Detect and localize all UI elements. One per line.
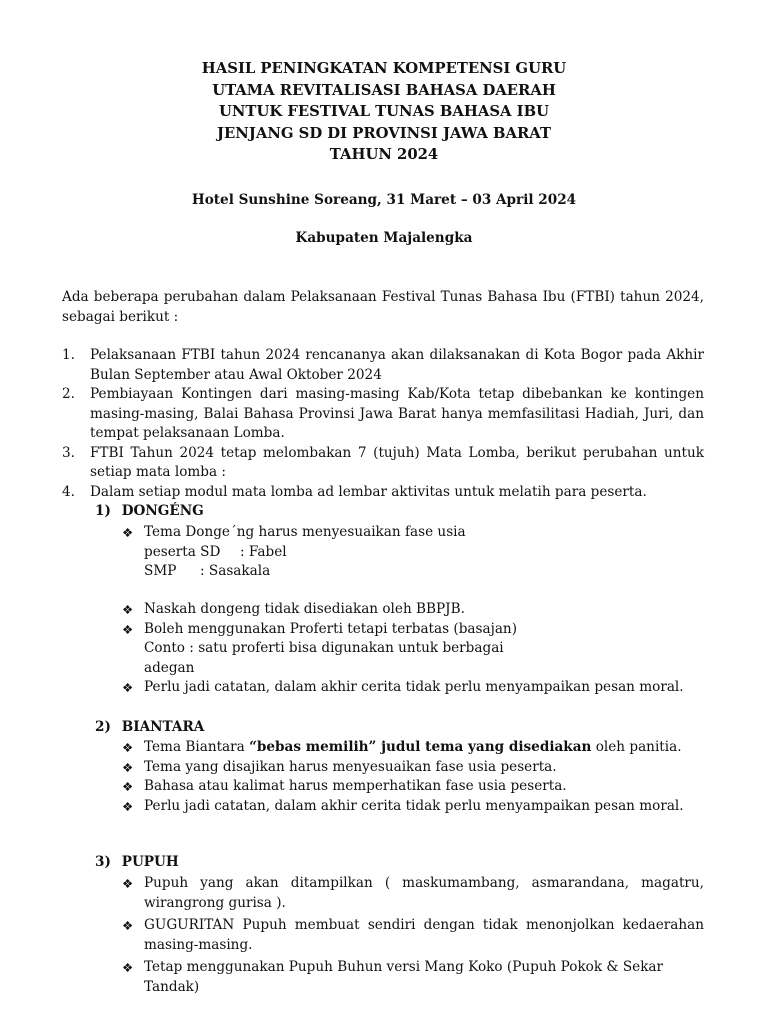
venue-date: Hotel Sunshine Soreang, 31 Maret – 03 April 2024 bbox=[191, 192, 577, 208]
title-line: UTAMA REVITALISASI BAHASA DAERAH bbox=[212, 81, 556, 99]
section-heading-dongeng bbox=[95, 502, 204, 522]
diamond-bullet-icon: ❖ bbox=[122, 960, 134, 975]
bullet-text: Boleh menggunakan Proferti tetapi terbatas (basajan) bbox=[144, 620, 517, 637]
list-number: 3. bbox=[62, 444, 75, 461]
document-title bbox=[0, 58, 768, 166]
list-number: 4. bbox=[62, 483, 75, 500]
section-title: DONGÉNG bbox=[121, 503, 204, 519]
bullet-item bbox=[122, 958, 704, 997]
bullet-item bbox=[122, 620, 704, 640]
age-value: : Sasakala bbox=[200, 563, 271, 579]
title-line: UNTUK FESTIVAL TUNAS BAHASA IBU bbox=[219, 103, 549, 120]
bullet-item bbox=[122, 600, 704, 620]
bullet-text: GUGURITAN Pupuh membuat sendiri dengan tidak menonjolkan kedaerahan masing-masing. bbox=[144, 917, 704, 953]
title-line: TAHUN 2024 bbox=[329, 146, 439, 163]
bullet-item bbox=[122, 678, 704, 698]
list-text: FTBI Tahun 2024 tetap melombakan 7 (tujuh) Mata Lomba, berikut perubahan untuk setiap mata lomba : bbox=[90, 444, 704, 480]
dongeng-bullets bbox=[122, 523, 704, 582]
bullet-continuation: adegan bbox=[144, 659, 195, 676]
bullet-text: Pupuh yang akan ditampilkan ( maskumambang, asmarandana, magatru, wirangrong gurisa ). bbox=[144, 875, 704, 911]
diamond-bullet-icon: ❖ bbox=[122, 918, 134, 933]
bullet-text: Tema yang disajikan harus menyesuaikan fase usia peserta. bbox=[144, 758, 557, 775]
diamond-bullet-icon: ❖ bbox=[122, 876, 134, 891]
section-title: BIANTARA bbox=[121, 719, 205, 735]
bullet-text bbox=[144, 738, 704, 758]
age-value: : Fabel bbox=[240, 543, 287, 560]
intro-paragraph: Ada beberapa perubahan dalam Pelaksanaan Festival Tunas Bahasa Ibu (FTBI) tahun 2024, sebagai berikut : bbox=[62, 289, 704, 325]
bullet-text: Perlu jadi catatan, dalam akhir cerita tidak perlu menyampaikan pesan moral. bbox=[144, 679, 684, 695]
list-text: Dalam setiap modul mata lomba ad lembar aktivitas untuk melatih para peserta. bbox=[90, 483, 647, 500]
section-number: 1) bbox=[95, 503, 111, 519]
diamond-bullet-icon: ❖ bbox=[122, 740, 134, 755]
bullet-continuation bbox=[122, 543, 704, 563]
section-number: 2) bbox=[95, 719, 111, 735]
diamond-bullet-icon: ❖ bbox=[122, 798, 134, 814]
diamond-bullet-icon: ❖ bbox=[122, 602, 134, 617]
age-label: peserta SD bbox=[144, 543, 221, 560]
age-label: SMP bbox=[144, 563, 177, 579]
bullet-text: Naskah dongeng tidak disediakan oleh BBPJB. bbox=[144, 601, 465, 617]
bullet-text: Tetap menggunakan Pupuh Buhun versi Mang Koko (Pupuh Pokok & Sekar Tandak) bbox=[144, 959, 664, 995]
pupuh-bullets bbox=[122, 874, 704, 997]
diamond-bullet-icon: ❖ bbox=[122, 621, 134, 637]
list-text: Pelaksanaan FTBI tahun 2024 rencananya akan dilaksanakan di Kota Bogor pada Akhir Bulan September atau Awal Oktober 2024 bbox=[90, 347, 704, 383]
list-item bbox=[62, 385, 704, 444]
section-number: 3) bbox=[95, 854, 111, 870]
diamond-bullet-icon: ❖ bbox=[122, 680, 134, 695]
diamond-bullet-icon: ❖ bbox=[122, 759, 134, 775]
bullet-item bbox=[122, 874, 704, 913]
list-text: Pembiayaan Kontingen dari masing-masing Kab/Kota tetap dibebankan ke kontingen masing-masing, Balai Bahasa Provinsi Jawa Barat hanya memfasilitasi Hadiah, Juri, dan tempat pelaksanaan Lomba. bbox=[90, 386, 704, 441]
bullet-text: Bahasa atau kalimat harus memperhatikan fase usia peserta. bbox=[144, 778, 567, 794]
diamond-bullet-icon: ❖ bbox=[122, 779, 134, 794]
list-item bbox=[62, 346, 704, 385]
bullet-item bbox=[122, 797, 704, 817]
list-item bbox=[62, 444, 704, 483]
section-title: PUPUH bbox=[121, 854, 179, 870]
region-name: Kabupaten Majalengka bbox=[295, 230, 473, 246]
title-line: HASIL PENINGKATAN KOMPETENSI GURU bbox=[201, 60, 567, 77]
bullet-continuation bbox=[122, 562, 704, 582]
bullet-text-part: oleh panitia. bbox=[591, 739, 682, 755]
bullet-text: Perlu jadi catatan, dalam akhir cerita tidak perlu menyampaikan pesan moral. bbox=[144, 797, 684, 814]
bullet-item bbox=[122, 758, 704, 778]
bullet-item bbox=[122, 916, 704, 955]
bullet-text-part: Tema Biantara bbox=[144, 739, 250, 755]
biantara-bullets bbox=[122, 738, 704, 816]
bullet-item bbox=[122, 738, 704, 758]
list-number: 1. bbox=[62, 347, 75, 363]
diamond-bullet-icon: ❖ bbox=[122, 525, 134, 540]
bullet-item bbox=[122, 523, 704, 543]
section-heading-biantara bbox=[95, 718, 204, 738]
bullet-text: Tema Donge´ng harus menyesuaikan fase usia bbox=[144, 524, 466, 540]
bullet-text-emphasis: “bebas memilih” judul tema yang disediakan bbox=[249, 739, 592, 755]
section-heading-pupuh bbox=[95, 853, 179, 873]
list-item bbox=[62, 483, 704, 503]
bullet-item bbox=[122, 777, 704, 797]
numbered-list bbox=[62, 346, 704, 502]
list-number: 2. bbox=[62, 386, 75, 402]
dongeng-bullets-2 bbox=[122, 600, 704, 698]
bullet-continuation: Conto : satu proferti bisa digunakan untuk berbagai bbox=[144, 640, 504, 656]
title-line: JENJANG SD DI PROVINSI JAWA BARAT bbox=[217, 124, 551, 142]
